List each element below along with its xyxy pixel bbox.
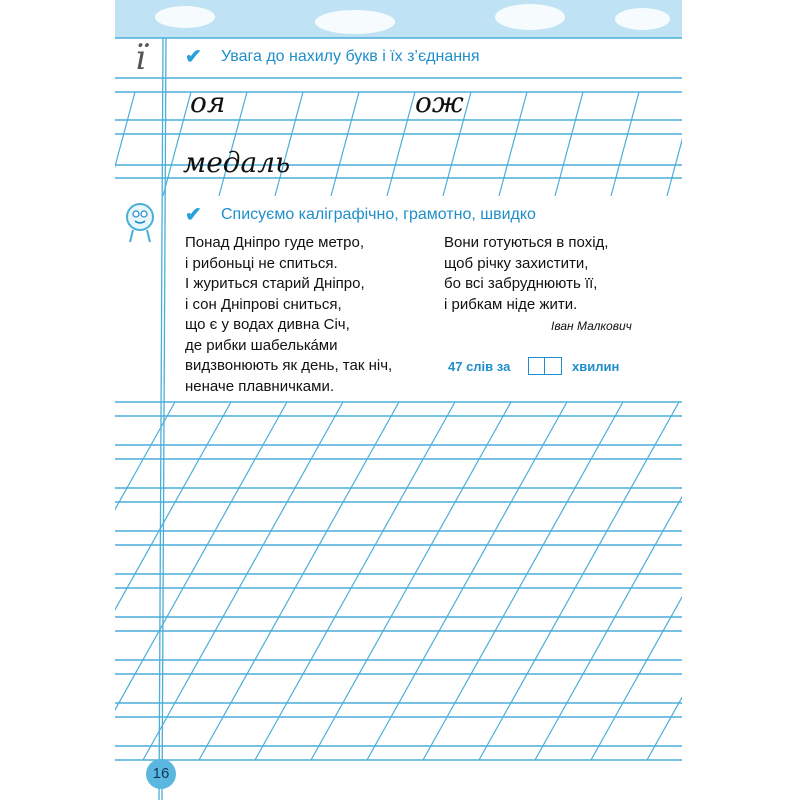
ruling-diagonal (611, 92, 639, 196)
ruling-diagonal (667, 92, 682, 196)
checkmark-icon: ✔ (185, 204, 202, 226)
ruling-diagonal (423, 402, 623, 760)
ruling-diagonal (499, 92, 527, 196)
ruling-diagonal (479, 402, 679, 760)
ruling-diagonal (535, 402, 682, 760)
workbook-page (115, 0, 682, 800)
sample-medal: медаль (183, 146, 291, 179)
poem-line: Вони готуються в похід, (444, 234, 609, 251)
poem-panel (178, 196, 682, 401)
sample-oya: оя (190, 86, 226, 119)
poem-line: неначе плавничками. (185, 377, 335, 395)
checkmark-icon: ✔ (185, 46, 202, 68)
section1-title: Увага до нахилу букв і їх з’єднання (221, 48, 480, 65)
ruling-diagonal (367, 402, 567, 760)
poem-line: І журиться старий Дніпро, (185, 275, 365, 292)
ruling-diagonal (647, 402, 682, 760)
poem-line: що є у водах дивна Січ, (185, 316, 350, 333)
ruling-diagonal (275, 92, 303, 196)
ruling-diagonal (311, 402, 511, 760)
word-count-prefix: 47 слів за (448, 359, 511, 374)
ruling-diagonal (591, 402, 682, 760)
poem-line: і сон Дніпрові сниться, (185, 295, 342, 313)
ruling-diagonal (199, 402, 399, 760)
ruling-diagonal (255, 402, 455, 760)
ruling-diagonal (555, 92, 583, 196)
page-number: 16 (146, 759, 176, 789)
letter-yi: ї (135, 38, 146, 78)
poem-right-column (444, 233, 608, 315)
poem-line: щоб річку захистити, (444, 254, 589, 272)
minutes-box-2[interactable] (544, 357, 562, 375)
ruling-diagonal (387, 92, 415, 196)
poem-line: і рибоньці не спиться. (185, 254, 338, 272)
poem-line: і рибкам ніде жити. (444, 295, 578, 313)
poem-author: Іван Малкович (551, 319, 632, 333)
ruling-diagonal (115, 92, 135, 196)
section2-title: Списуємо каліграфічно, грамотно, швидко (221, 206, 536, 223)
poem-line: Понад Дніпро гуде метро, (185, 234, 365, 251)
poem-left-column (185, 233, 392, 397)
ruling-diagonal (143, 402, 343, 760)
ruling-diagonal (115, 402, 175, 760)
word-count-suffix: хвилин (572, 359, 620, 374)
poem-line: де рибки шабелькáми (185, 336, 338, 354)
globe-mascot-icon (123, 200, 159, 246)
sample-ozh: ож (415, 86, 464, 119)
ruling-diagonal (163, 92, 191, 196)
ruling-diagonal (331, 92, 359, 196)
poem-line: видзвонюють як день, так ніч, (185, 357, 393, 374)
poem-line: бо всі забруднюють її, (444, 275, 598, 292)
